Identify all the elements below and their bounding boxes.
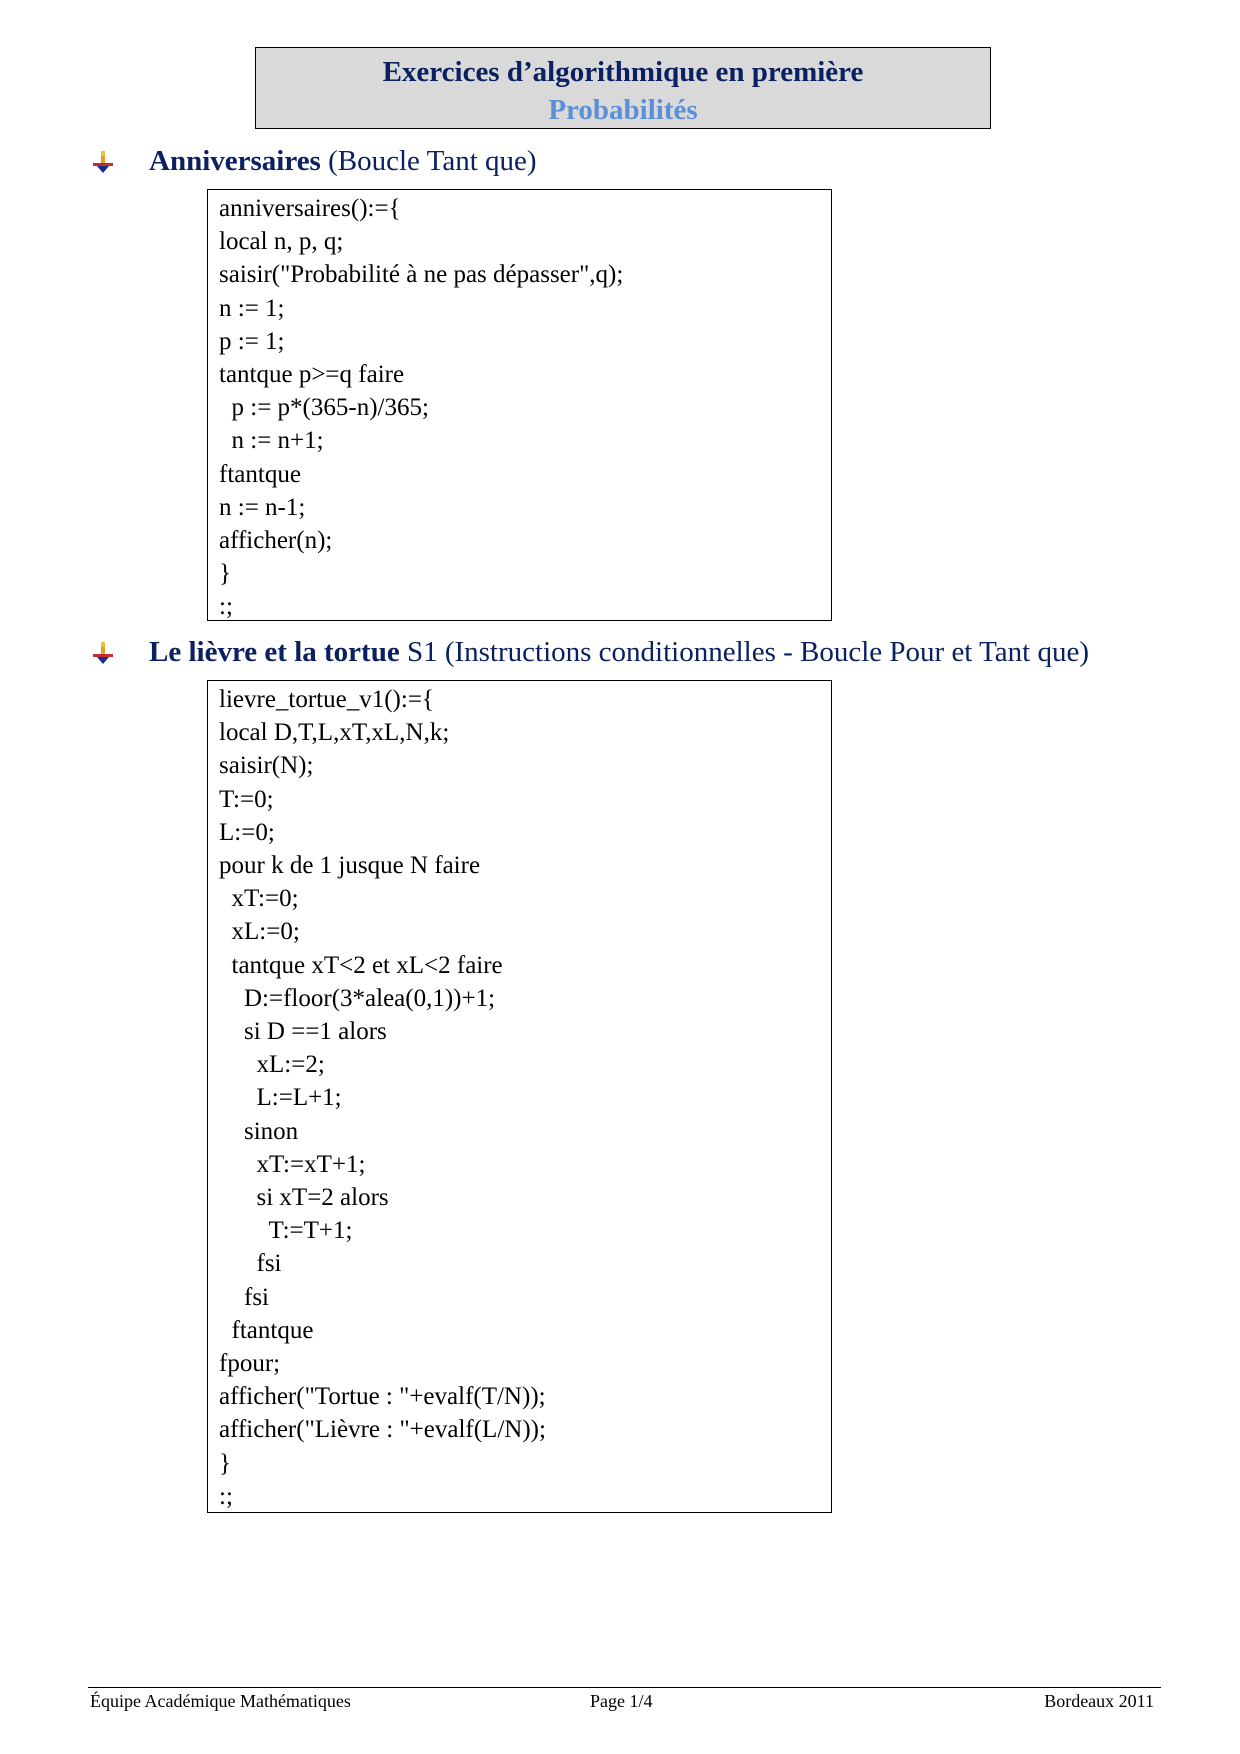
document-title: Exercices d’algorithmique en première [382, 56, 864, 88]
code-line: local D,T,L,xT,xL,N,k; [219, 719, 450, 747]
code-line: afficher(n); [219, 527, 333, 555]
code-line: anniversaires():={ [219, 195, 401, 222]
code-line: tantque xT<2 et xL<2 faire [219, 951, 503, 979]
code-line: xL:=2; [219, 1051, 325, 1079]
code-block-lievre-tortue [207, 680, 832, 1513]
section-title-bold: Le lièvre et la tortue [149, 636, 400, 668]
code-line: :; [219, 593, 233, 621]
bullet-arrow-icon [92, 642, 114, 664]
code-line: lievre_tortue_v1():={ [219, 686, 434, 713]
section-title-rest: S1 (Instructions conditionnelles - Boucle Pour et Tant que) [399, 636, 1089, 668]
code-block-anniversaires [207, 189, 832, 621]
code-line: :; [219, 1482, 233, 1510]
code-line: afficher("Lièvre : "+evalf(L/N)); [219, 1416, 546, 1444]
code-line: sinon [219, 1117, 299, 1145]
bullet-arrow-icon [92, 151, 114, 173]
footer-page-number: Page 1/4 [590, 1691, 653, 1711]
code-line: } [219, 560, 231, 588]
code-line: p := p*(365-n)/365; [219, 394, 429, 422]
code-line: afficher("Tortue : "+evalf(T/N)); [219, 1383, 546, 1411]
code-line: p := 1; [219, 327, 285, 355]
code-line: ftantque [219, 1316, 314, 1344]
code-lines [219, 192, 831, 624]
code-line: T:=T+1; [219, 1217, 353, 1245]
code-line: tantque p>=q faire [219, 361, 405, 389]
code-line: } [219, 1449, 231, 1477]
section-title [149, 634, 1089, 670]
code-line: local n, p, q; [219, 228, 344, 256]
code-line: si xT=2 alors [219, 1184, 389, 1212]
code-line: L:=L+1; [219, 1084, 342, 1112]
code-line: n := n-1; [219, 493, 306, 521]
code-line: L:=0; [219, 818, 275, 846]
code-line: n := n+1; [219, 427, 324, 455]
title-box [255, 47, 991, 129]
code-line: D:=floor(3*alea(0,1))+1; [219, 984, 496, 1012]
document-subtitle: Probabilités [548, 94, 698, 126]
code-line: xT:=xT+1; [219, 1150, 366, 1178]
footer-left: Équipe Académique Mathématiques [90, 1691, 351, 1711]
code-line: ftantque [219, 460, 301, 488]
code-line: T:=0; [219, 785, 274, 813]
code-line: n := 1; [219, 294, 285, 322]
footer-right: Bordeaux 2011 [1044, 1691, 1154, 1711]
code-line: saisir(N); [219, 752, 314, 780]
code-line: xT:=0; [219, 885, 299, 913]
section-title [149, 143, 537, 179]
code-line: xL:=0; [219, 918, 300, 946]
footer-divider [88, 1687, 1161, 1688]
code-line: fpour; [219, 1350, 281, 1378]
code-line: si D ==1 alors [219, 1018, 387, 1046]
section-title-bold: Anniversaires [149, 145, 321, 177]
code-line: fsi [219, 1250, 282, 1278]
section-title-rest: (Boucle Tant que) [320, 145, 537, 177]
code-line: fsi [219, 1283, 269, 1311]
code-line: pour k de 1 jusque N faire [219, 852, 481, 880]
code-line: saisir("Probabilité à ne pas dépasser",q); [219, 261, 624, 289]
code-lines [219, 683, 831, 1513]
